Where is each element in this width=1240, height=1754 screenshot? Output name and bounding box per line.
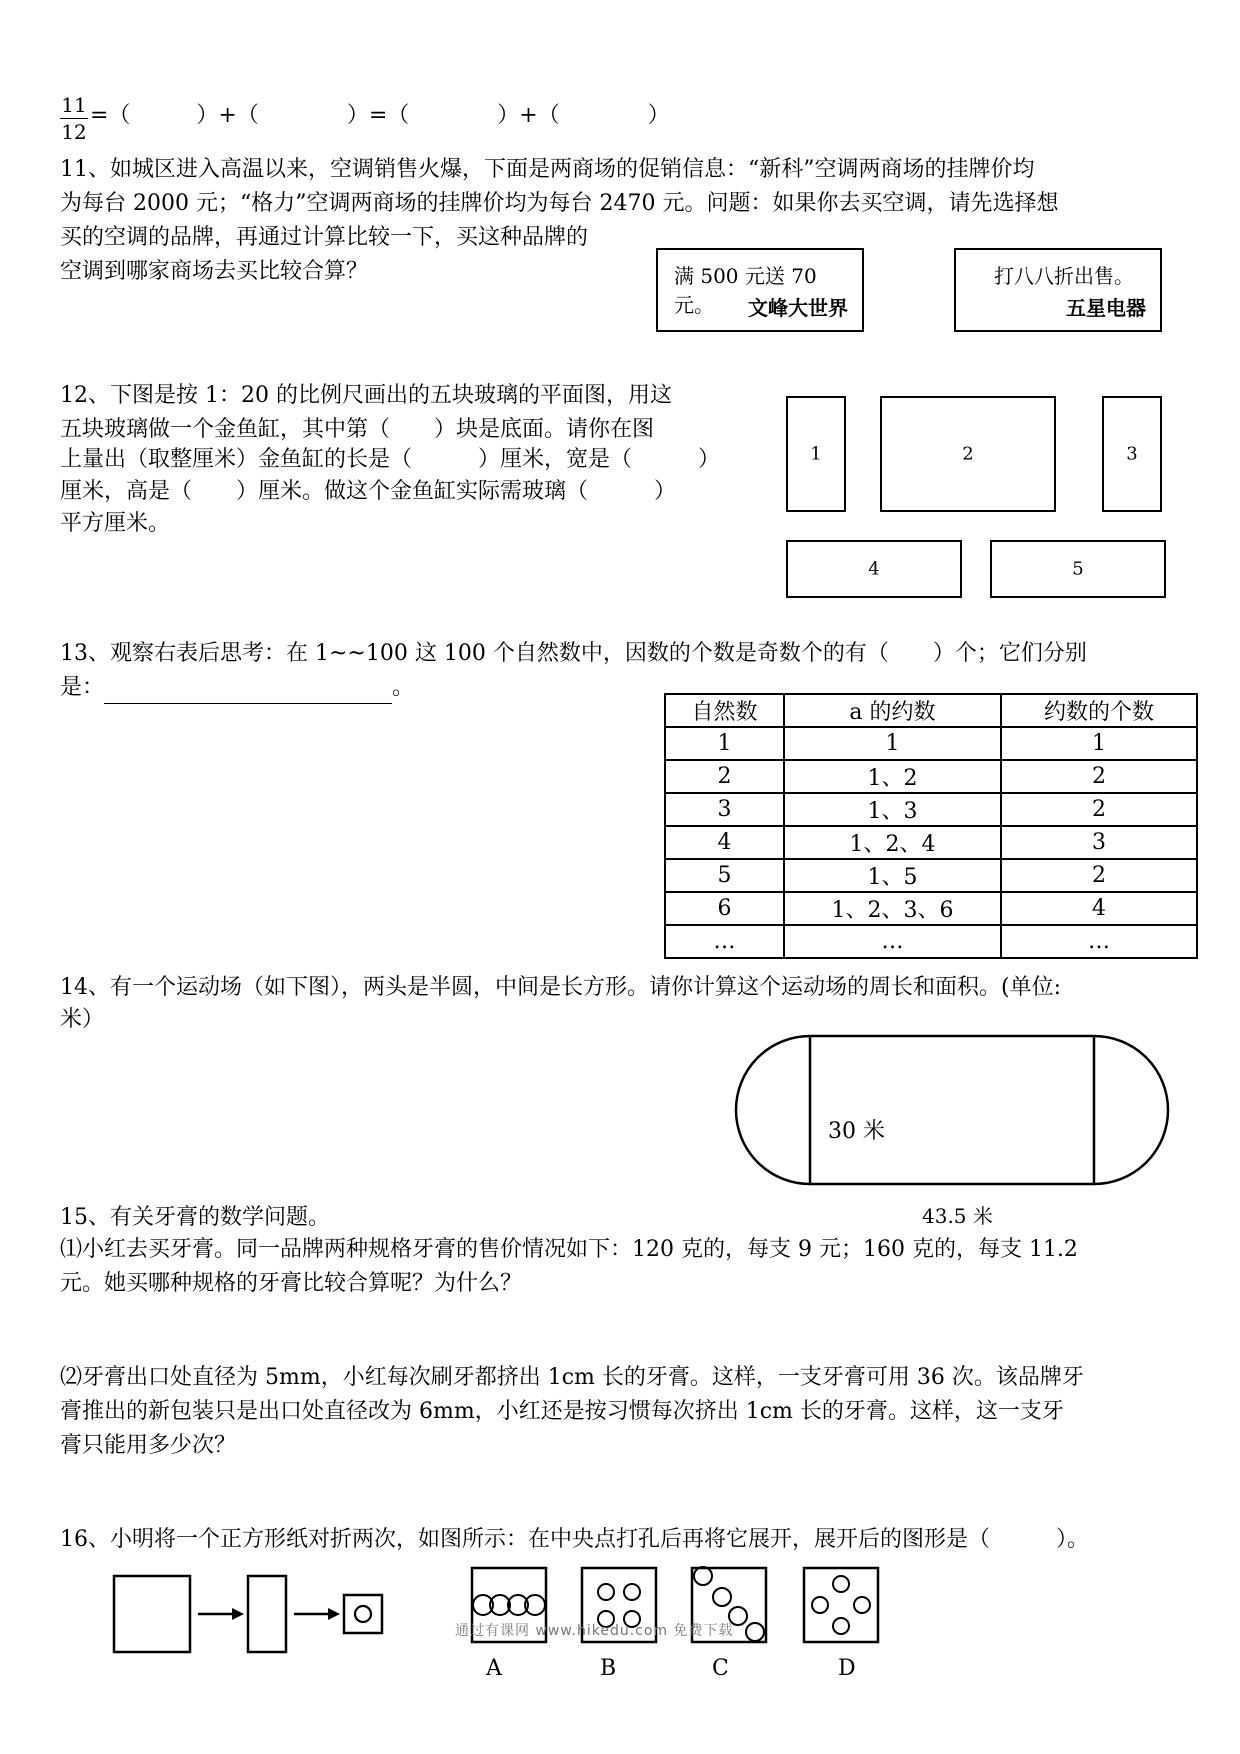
table-header-row [665,694,1197,727]
promo-box-wuxing [954,248,1162,332]
sports-field-diagram [730,1030,1190,1190]
divisor-table [664,693,1198,959]
q13-suffix: 。 [392,675,415,700]
q13-prefix: 是： [60,675,105,700]
option-d-label[interactable]: D [838,1656,856,1681]
table-cell: 1、2、3、6 [784,892,1001,925]
promo-store: 五星电器 [1066,296,1146,320]
field-length-label: 43.5 米 [922,1204,993,1228]
q11-line-4: 空调到哪家商场去买比较合算？ [60,259,369,284]
answer-blank[interactable] [104,679,392,704]
arrow-right-icon [328,1608,340,1620]
glass-label: 2 [962,443,974,465]
arrow-right-icon [232,1608,244,1620]
field-width-label: 30 米 [828,1119,885,1144]
table-cell: 1 [665,727,784,760]
table-cell: … [665,925,784,958]
glass-piece-1 [786,396,846,512]
table-cell: 3 [1001,826,1197,859]
watermark: 通过有课网 www.hikedu.com 免费下载 [455,1623,734,1639]
table-cell: 1、5 [784,859,1001,892]
fraction-eleven-twelfths [60,92,88,145]
q13-line-2 [60,672,414,704]
table-row [665,727,1197,760]
glass-label: 4 [868,558,880,580]
glass-label: 3 [1126,443,1138,465]
table-cell: 6 [665,892,784,925]
table-cell: 5 [665,859,784,892]
q15-part2-line-1: ⑵牙膏出口处直径为 5mm，小红每次刷牙都挤出 1cm 长的牙膏。这样，一支牙膏可用 36 次。该品牌牙 [60,1365,1084,1390]
q15-title: 15、有关牙膏的数学问题。 [60,1205,330,1230]
glass-label: 1 [810,443,822,465]
q15-part2-line-3: 膏只能用多少次？ [60,1433,237,1458]
table-cell: 4 [1001,892,1197,925]
q11-line-3: 买的空调的品牌，再通过计算比较一下，买这种品牌的 [60,225,589,250]
glass-piece-3 [1102,396,1162,512]
q11-line-2: 为每台 2000 元；“格力”空调两商场的挂牌价均为每台 2470 元。问题：如果你去买空调，请先选择想 [60,191,1059,216]
table-row [665,826,1197,859]
q11-line-1: 11、如城区进入高温以来，空调销售火爆，下面是两商场的促销信息：“新科”空调两商场的挂牌价均 [60,157,1035,182]
table-cell: 3 [665,793,784,826]
glass-piece-2 [880,396,1056,512]
promo-offer: 打八八折出售。 [994,264,1134,288]
table-cell: … [784,925,1001,958]
option-a-label[interactable]: A [486,1656,502,1681]
q15-part2-line-2: 膏推出的新包装只是出口处直径改为 6mm，小红还是按习惯每次挤出 1cm 长的牙膏。这样，这一支牙 [60,1399,1064,1424]
table-row [665,859,1197,892]
table-cell: 1、3 [784,793,1001,826]
half-fold-icon [248,1576,286,1652]
q12-line-4: 厘米，高是（ ）厘米。做这个金鱼缸实际需玻璃（ ） [60,479,677,504]
option-d-shape[interactable] [804,1568,878,1642]
table-cell: 2 [1001,760,1197,793]
q12-line-2: 五块玻璃做一个金鱼缸，其中第（ ）块是底面。请你在图 [60,417,655,442]
q16-line: 16、小明将一个正方形纸对折两次，如图所示：在中央点打孔后再将它展开，展开后的图形是（ ）。 [60,1527,1089,1552]
table-row [665,925,1197,958]
option-b-label[interactable]: B [600,1656,617,1681]
table-cell: 4 [665,826,784,859]
promo-store: 文峰大世界 [748,296,848,320]
quarter-fold-icon [344,1595,382,1633]
glass-piece-4 [786,540,962,598]
glass-label: 5 [1072,558,1084,580]
glass-piece-5 [990,540,1166,598]
fraction-denominator: 12 [61,120,87,144]
table-cell: 1、2、4 [784,826,1001,859]
table-header: 自然数 [665,694,784,727]
punched-hole-icon [355,1606,371,1622]
table-cell: 2 [665,760,784,793]
table-row [665,760,1197,793]
table-header: 约数的个数 [1001,694,1197,727]
q14-line-2: 米） [60,1007,105,1032]
q15-part1-line-2: 元。她买哪种规格的牙膏比较合算呢？为什么？ [60,1271,523,1296]
table-cell: 2 [1001,793,1197,826]
table-row [665,793,1197,826]
q12-line-1: 12、下图是按 1：20 的比例尺画出的五块玻璃的平面图，用这 [60,383,672,408]
q13-line-1: 13、观察右表后思考：在 1~~100 这 100 个自然数中，因数的个数是奇数个的有（ ）个；它们分别 [60,641,1087,666]
table-cell: 1 [784,727,1001,760]
table-header: a 的约数 [784,694,1001,727]
table-row [665,892,1197,925]
table-cell: … [1001,925,1197,958]
q12-line-5: 平方厘米。 [60,511,171,536]
table-cell: 1、2 [784,760,1001,793]
table-cell: 1 [1001,727,1197,760]
promo-box-wenfeng [656,248,864,332]
q12-line-3: 上量出（取整厘米）金鱼缸的长是（ ）厘米，宽是（ ） [60,447,721,472]
fraction-numerator: 11 [61,93,87,117]
option-c-label[interactable]: C [712,1656,729,1681]
promo-offer: 满 500 元送 70 元。 [674,264,817,317]
full-square-icon [114,1576,190,1652]
q10-expression: =（ ）+（ ）=（ ）+（ ） [90,103,670,128]
table-cell: 2 [1001,859,1197,892]
q15-part1-line-1: ⑴小红去买牙膏。同一品牌两种规格牙膏的售价情况如下：120 克的，每支 9 元；160 克的，每支 11.2 [60,1237,1078,1262]
q14-line-1: 14、有一个运动场（如下图），两头是半圆，中间是长方形。请你计算这个运动场的周长和面积。(单位: [60,975,1061,1000]
